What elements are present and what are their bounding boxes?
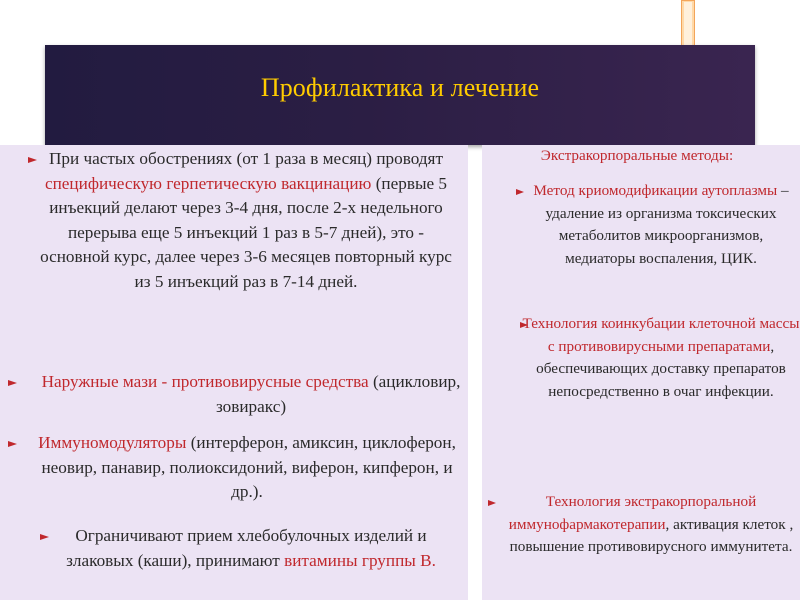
right-content-panel — [482, 145, 800, 600]
left-bullet-4: Ограничивают прием хлебобулочных изделий и злаковых (каши), принимают витамины группы В. — [66, 526, 436, 570]
right-bullet-3: Технология экстракорпоральной иммунофармакотерапии, активация клеток , повышение противовирусного иммунитета. — [508, 493, 794, 555]
slide-title: Профилактика и лечение — [260, 73, 540, 102]
bullet-arrow-icon — [8, 441, 17, 447]
title-banner — [45, 45, 755, 145]
right-bullet-1: Метод криомодификации аутоплазмы –удаление из организма токсических метаболитов микроорганизмов, медиаторы воспаления, ЦИК. — [533, 182, 789, 267]
left-bullet-3: Иммуномодуляторы (интерферон, амиксин, циклоферон, неовир, панавир, полиоксидоний, виферон, кипферон, и др.). — [38, 433, 456, 501]
left-content-panel — [0, 145, 468, 600]
bullet-arrow-icon — [8, 380, 17, 386]
right-bullet-2: Технология коинкубации клеточной массы с противовирусными препаратами, обеспечивающих доставку препаратов непосредственно в очаг инфекции. — [522, 315, 800, 400]
right-heading: Экстракорпоральные методы: — [540, 147, 734, 164]
left-bullet-2: Наружные мази - противовирусные средства (ацикловир, зовиракс) — [41, 372, 461, 416]
bullet-arrow-icon — [488, 500, 496, 506]
left-bullet-1: При частых обострениях (от 1 раза в месяц) проводят специфическую герпетическую вакцинацию (первые 5 инъекций делают через 3-4 дня, после 2-х недельного перерыва еще 5 инъекций 1 раз в 5-7 дней), это - основной курс, далее через 3-6 месяцев повторный курс из 5 инъекций раз в 7-14 дней. — [40, 149, 452, 291]
